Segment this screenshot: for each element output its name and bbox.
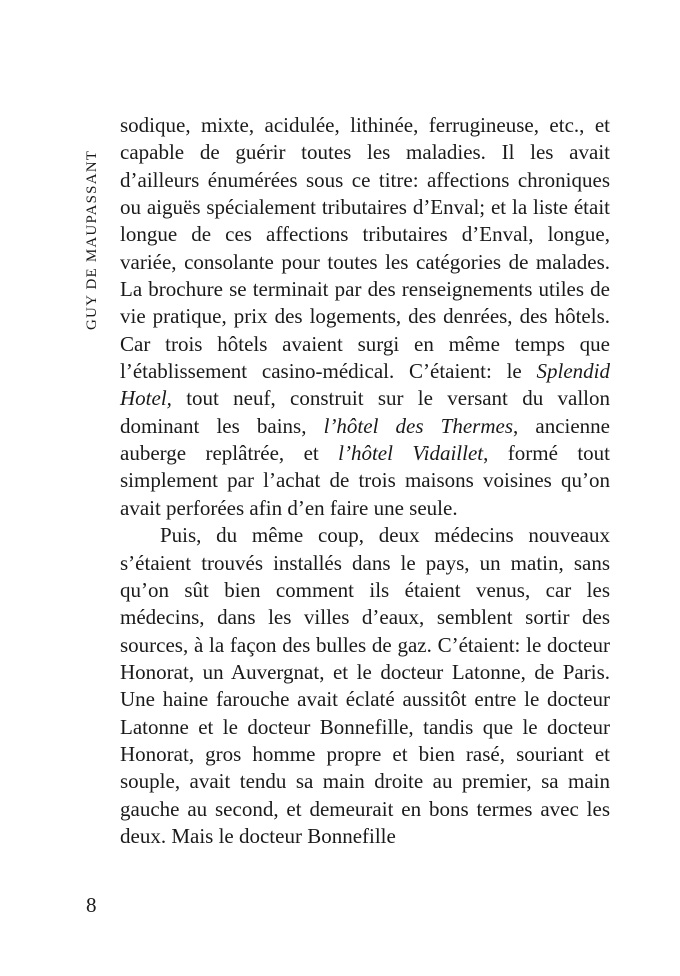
page-number: 8 bbox=[86, 893, 97, 917]
italic-hotel-name: l’hôtel des Thermes bbox=[323, 413, 513, 438]
text-segment: , formé tout simplement par l’achat de trois maisons voisines qu’on avait perforées afin d’en faire une seule. bbox=[120, 441, 610, 520]
text-segment: , ancienne auberge replâtrée, et bbox=[120, 413, 610, 466]
running-head: GUY DE MAUPASSANT bbox=[84, 149, 100, 330]
italic-hotel-name: Splendid Hotel, bbox=[120, 359, 610, 411]
text-segment: tout neuf, construit sur le versant du vallon dominant les bains, bbox=[120, 386, 610, 438]
text-segment: sodique, mixte, acidulée, lithinée, ferrugineuse, etc., et capable de guérir toutes les maladies. Il les avait d’ailleurs énumérées sous ce titre: affections chroniques ou aiguës spécialement tributaires d’Enval; et la liste était longue de ces affections tributaires d’Enval, longue, variée, consolante pour toutes les catégories de malades. La brochure se terminait par des renseignements utiles de vie pratique, prix des logements, des denrées, des hôtels. Car trois hôtels avaient surgi en même temps que l’établissement casino-médical. C’étaient: le bbox=[120, 113, 610, 384]
body-text bbox=[120, 112, 610, 850]
text-segment: Puis, du même coup, deux médecins nouveaux s’étaient trouvés installés dans le pays, un matin, sans qu’on sût bien comment ils étaient venus, car les médecins, dans les villes d’eaux, semblent sortir des sources, à la façon des bulles de gaz. C’étaient: le docteur Honorat, un Auvergnat, et le docteur Latonne, de Paris. Une haine farouche avait éclaté aussitôt entre le docteur Latonne et le docteur Bonnefille, tandis que le docteur Honorat, gros homme propre et bien rasé, souriant et souple, avait tendu sa main droite au premier, sa main gauche au second, et demeurait en bons termes avec les deux. Mais le docteur Bonnefille bbox=[120, 523, 610, 848]
italic-hotel-name: l’hôtel Vidaillet bbox=[338, 441, 484, 466]
paragraph-2 bbox=[120, 522, 610, 850]
paragraph-1 bbox=[120, 112, 610, 522]
